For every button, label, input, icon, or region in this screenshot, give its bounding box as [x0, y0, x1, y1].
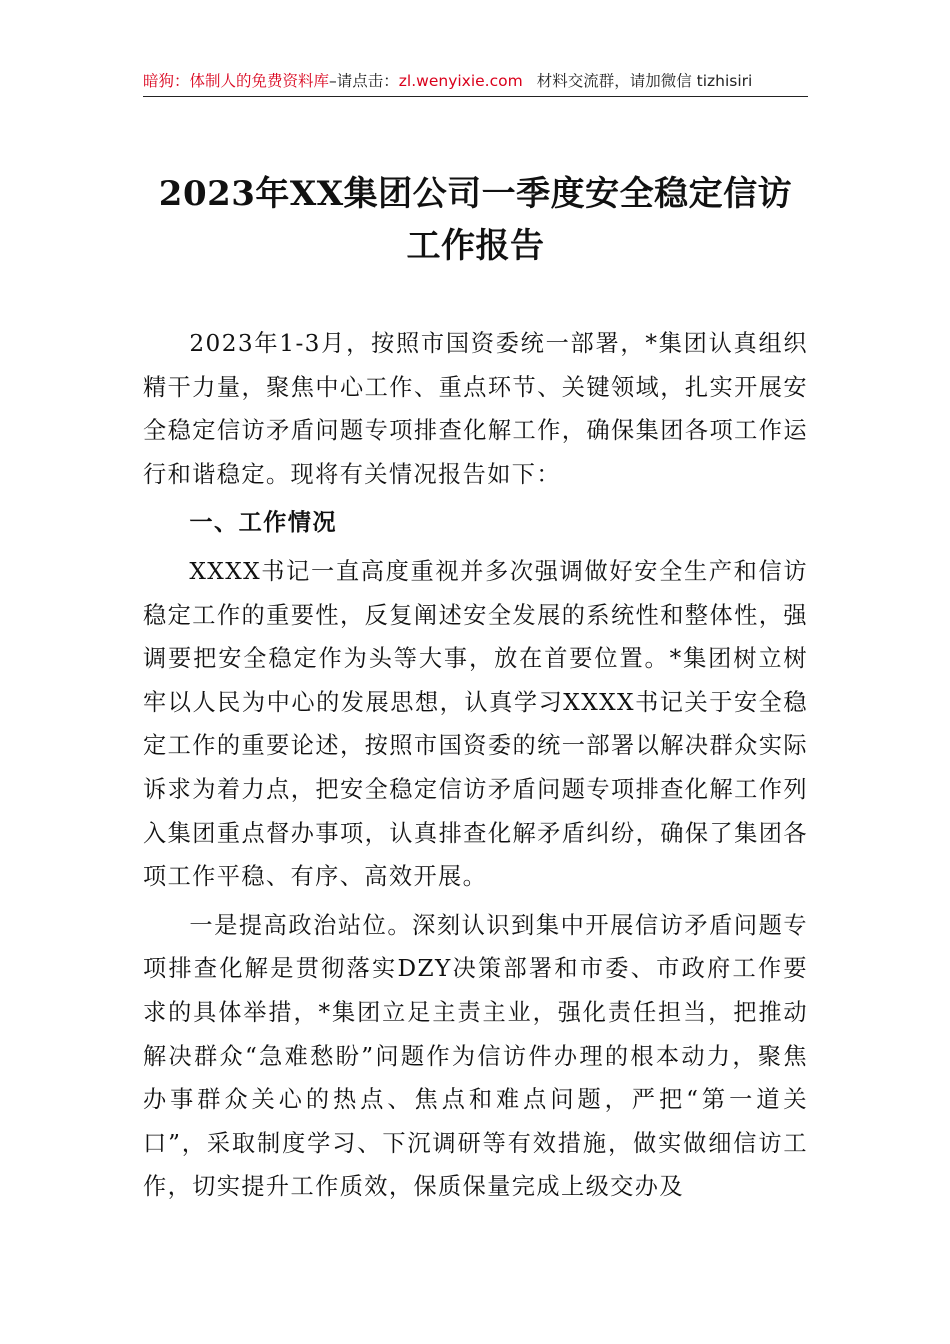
document-title-line-2: 工作报告	[406, 226, 545, 266]
header-site-name: 暗狗：体制人的免费资料库	[143, 72, 330, 90]
body-paragraph: 一是提高政治站位。深刻认识到集中开展信访矛盾问题专项排查化解是贯彻落实DZY决策部署和市委、市政府工作要求的具体举措，*集团立足主责主业，强化责任担当，把推动解决群众“急难愁盼”问题作为信访件办理的根本动力，聚焦办事群众关心的热点、焦点和难点问题，严把“第一道关口”，采取制度学习、下沉调研等有效措施，做实做细信访工作，切实提升工作质效，保质保量完成上级交办及	[143, 911, 808, 1201]
header-click-prompt: –请点击：	[329, 72, 399, 90]
page-header	[143, 66, 808, 97]
document-body	[143, 322, 808, 1209]
document-title-line-1: 2023年XX集团公司一季度安全稳定信访	[158, 174, 793, 214]
body-paragraph: XXXX书记一直高度重视并多次强调做好安全生产和信访稳定工作的重要性，反复阐述安全发展的系统性和整体性，强调要把安全稳定作为头等大事，放在首要位置。*集团树立树牢以人民为中心的发展思想，认真学习XXXX书记关于安全稳定工作的重要论述，按照市国资委的统一部署以解决群众实际诉求为着力点，把安全稳定信访矛盾问题专项排查化解工作列入集团重点督办事项，认真排查化解矛盾纠纷，确保了集团各项工作平稳、有序、高效开展。	[143, 557, 808, 891]
header-url-link[interactable]: zl.wenyixie.com	[398, 72, 523, 90]
intro-paragraph: 2023年1-3月，按照市国资委统一部署，*集团认真组织精干力量，聚焦中心工作、重点环节、关键领域，扎实开展安全稳定信访矛盾问题专项排查化解工作，确保集团各项工作运行和谐稳定。现将有关情况报告如下：	[143, 330, 808, 488]
section-heading-work-status: 一、工作情况	[189, 509, 337, 537]
header-wechat-note: 材料交流群，请加微信 tizhisiri	[536, 72, 753, 90]
